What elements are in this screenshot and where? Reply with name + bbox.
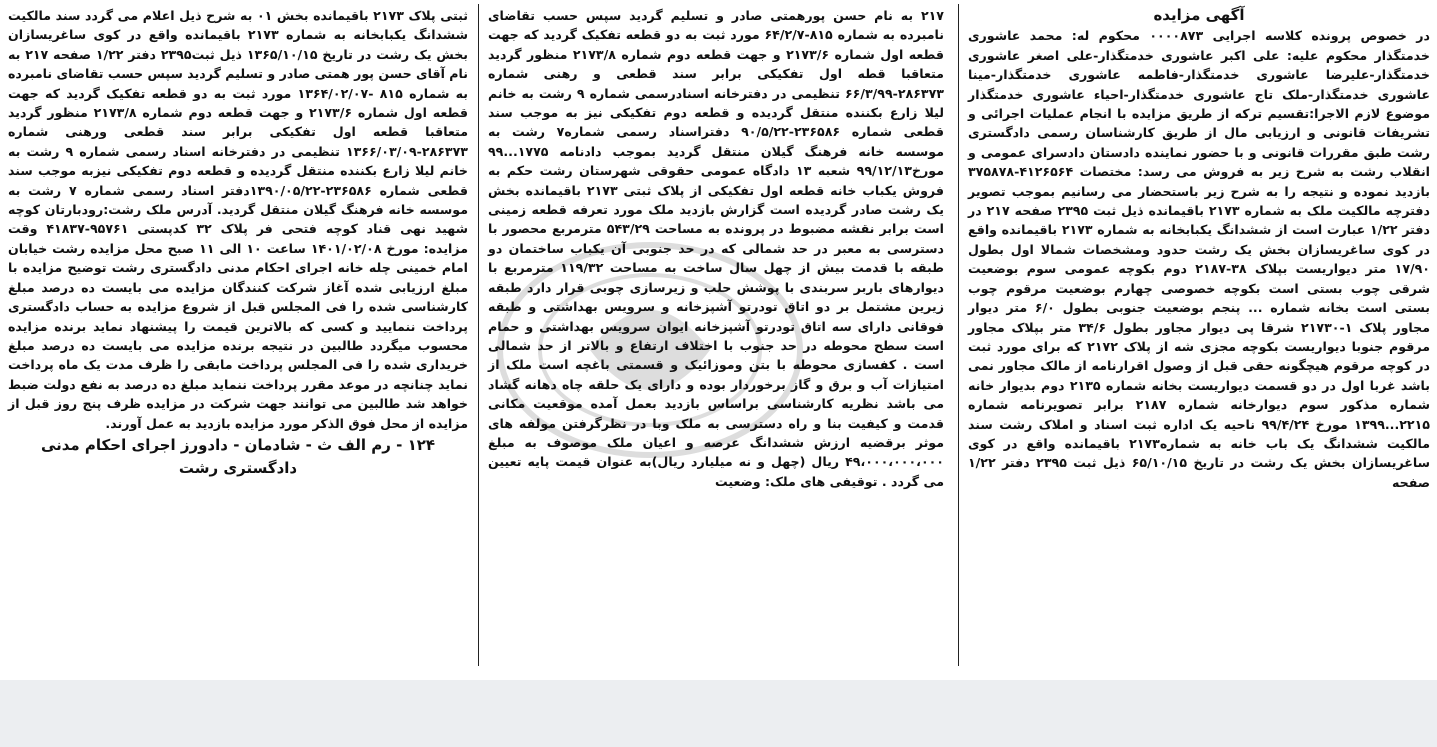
signature-court: دادگستری رشت <box>178 458 298 477</box>
column-divider <box>958 4 959 666</box>
page-footer-band <box>0 680 1437 747</box>
notice-column-middle <box>488 6 944 491</box>
column-divider <box>478 4 479 666</box>
notice-text-part2: ۲۱۷ به نام حسن پورهمتی صادر و تسلیم گردید سپس حسب تقاضای نامبرده به شماره ۸۱۵-۶۴/۲/۷ مورد ثبت به دو قطعه تفکیک گردید که جهت قطعه اول شماره ۲۱۷۳/۶ و جهت قطعه دوم شماره ۲۱۷۳/۸ منظور گردید متعاقبا قطه اول تفکیکی برابر سند قطعی و رهنی شماره ۲۸۶۳۷۳-۶۶/۳/۹۹ تنظیمی در دفترخانه اسنادرسمی شماره ۹ رشت به خانم لیلا زارع بکننده منتقل گردیده و قطعه دوم تفکیکی نیز به موجب سند قطعی شماره ۲۳۶۵۸۶-۹۰/۵/۲۲ دفتراسناد رسمی شماره۷ رشت به موسسه خانه فرهنگ گیلان منتقل گردید بموجب دادنامه ۱۷۷۵...۹۹ مورخ۹۹/۱۲/۱۳ شعبه ۱۳ دادگاه عمومی حقوقی شهرستان رشت حکم به فروش یکباب خانه قطعه اول تفکیکی از پلاک ثبتی ۲۱۷۳ باقیمانده بخش یک رشت صادر گردیده است گزارش بازدید ملک مورد تعرفه قطعه زمینی است برابر نقشه مضبوط در پرونده به مساحت ۵۴۳/۲۹ مترمربع محصور با دسترسی به معبر در حد شمالی که در حد جنوبی آن یکباب ساختمان دو طبقه با قدمت بیش از چهل سال ساخت به مساحت ۱۱۹/۳۲ مترمربع با دیوارهای باربر سربندی با پوشش حلب و زیرسازی چوبی قرار دارد طبقه زیرین مشتمل بر دو اتاق تودرتو آشپزخانه و سرویس بهداشتی و طبقه فوقانی دارای سه اتاق تودرتو آشپزخانه ایوان سرویس بهداشتی و حمام است سطح محوطه در حد جنوب با اختلاف ارتفاع و بالاتر از حد شمالی است . کفسازی محوطه با بتن وموزائیک و قسمتی باغچه است ملک از امتیازات آب و برق و گاز برخوردار بوده و دارای یک حلقه چاه دهانه گشاد می باشد نظریه کارشناسی براساس بازدید بعمل آمده موقعیت مکانی قدمت و کیفیت بنا و راه دسترسی به ملک وبا در نظرگرفتن مولفه های موثر برقضیه ارزش ششدانگ عرصه و اعیان ملک موصوف به مبلغ ۴۹،۰۰۰،۰۰۰،۰۰۰ ریال (چهل و نه میلیارد ریال)به عنوان قیمت پایه تعیین می گردد . توقیفی های ملک: وضعیت <box>488 8 945 489</box>
notice-column-right <box>968 6 1430 492</box>
notice-text-part3: ثبتی پلاک ۲۱۷۳ باقیمانده بخش ۰۱ به شرح ذیل اعلام می گردد سند مالکیت ششدانگ یکبابخانه به شماره ۲۱۷۳ باقیمانده واقع در کوی ساغریسازان بخش یک رشت در تاریخ ۱۳۶۵/۱۰/۱۵ ذیل ثبت۲۳۹۵ دفتر ۱/۲۲ صفحه ۲۱۷ به نام آقای حسن پور همتی صادر و تسلیم گردید سپس حسب تقاضای نامبرده به شماره ۸۱۵ -۱۳۶۴/۰۲/۰۷ مورد ثبت به دو قطعه تفکیک گردید که جهت قطعه اول شماره ۲۱۷۳/۶ و جهت قطعه دوم شماره ۲۱۷۳/۸ منظور گردید متعاقبا قطعه اول تفکیکی برابر سند قطعی ورهنی شماره ۲۸۶۳۷۳-۱۳۶۶/۰۳/۰۹ تنظیمی در دفترخانه اسناد رسمی شماره ۹ رشت به خانم لیلا زارع بکننده منتقل گردیده و قطعه دوم تفکیکی نیزبه موجب سند قطعی شماره ۲۳۶۵۸۶-۱۳۹۰/۰۵/۲۲دفتر اسناد رسمی شماره ۷ رشت به موسسه خانه فرهنگ گیلان منتقل گردید. آدرس ملک رشت:رودبارتان کوچه شهید نهی قناد کوچه فتحی فر پلاک ۳۲ کدپستی ۹۵۷۶۱-۴۱۸۳۷ وقت مزایده: مورخ ۱۴۰۱/۰۲/۰۸ ساعت ۱۰ الی ۱۱ صبح محل مزایده رشت خیابان امام خمینی چله خانه اجرای احکام مدنی دادگستری رشت توضیح مزایده با مبلغ ارزیابی شده آغاز شرکت کنندگان مزایده می بایست ده درصد مبلغ کارشناسی شده را فی المجلس قبل از شروع مزایده به حساب دادگستری پرداخت ننمایید و کسی که بالاترین قیمت را پیشنهاد نماید برنده مزایده محسوب میگردد طالبین در نتیجه برنده مزایده می بایست ده درصد مبلغ خریداری شده را فی المجلس پرداخت مابقی را ظرف مدت یک ماه پرداخت نماید چنانچه در موعد مقرر پرداخت ننماید مبلغ ده درصد به نفع دولت ضبط خواهد شد طالبین می توانند جهت شرکت در مزایده ظرف پنج روز قبل از مزایده از محل فوق الذکر مورد مزایده بازدید به عمل آورند. <box>8 8 469 431</box>
notice-title: آگهی مزایده <box>1153 6 1245 24</box>
signature-line: ۱۲۴ - رم الف ث - شادمان - دادورز اجرای احکام مدنی <box>40 435 436 454</box>
notice-column-left <box>8 6 468 479</box>
notice-text-part1: در خصوص پرونده کلاسه اجرایی ۰۰۰۰۸۷۳ محکوم له: محمد عاشوری خدمتگذار محکوم علیه: علی اکبر عاشوری خدمتگذار-علی اصغر عاشوری خدمتگذار-علیرضا عاشوری خدمتگذار-فاطمه عاشوری خدمتگذار-مینا عاشوری خدمتگذار-ملک تاج عاشوری خدمتگذار-احیاء عاشوری خدمتگذار موضوع لازم الاجرا:تقسیم ترکه از طریق مزایده با انجام عملیات اجرائی و تشریفات قانونی و ارزیابی مال از طریق کارشناسان رسمی دادگستری رشت طبق مقررات قانونی و با حضور نماینده دادستان دادسرای عمومی و انقلاب رشت به شرح زیر به فروش می رسد: مختصات ۴۱۲۶۵۶۴-۳۷۵۸۷۸ بازدید نموده و نتیجه را به شرح زیر باستحضار می رسانیم بموجب تصویر دفترچه مالکیت ملک به شماره ۲۱۷۳ باقیمانده ذیل ثبت ۲۳۹۵ صفحه ۲۱۷ در دفتر ۱/۲۲ عبارت است از ششدانگ یکبابخانه به شماره ۲۱۷۳ باقیمانده واقع در کوی ساغریسازان بخش یک رشت حدود ومشخصات شمالا اول بطول ۱۷/۹۰ متر دیواریست بپلاک ۳۸-۲۱۸۷ دوم بکوچه عمومی سوم بوضعیت شرقی چوب بستی است بکوچه خصوصی چهارم بوضعیت مرقوم چوب بستی است بخانه شماره ... پنجم بوضعیت جنوبی بطول ۶/۰ متر دیوار مجاور پلاک ۱-۲۱۷۳۰ شرقا پی دیوار مجاور بطول ۳۴/۶ متر بپلاک مجاور مرقوم جنوبا دیواریست بکوچه مجزی شه از پلاک ۲۱۷۲ که برای مورد ثبت در کوچه مرقوم هیچگونه حقی قبل از وصول اقرارنامه از مالک مجاور نمی باشد غربا اول در دو قسمت دیواریست بخانه شماره ۲۱۳۵ دوم بدیوار خانه شماره مذکور سوم دیوارخانه شماره ۲۱۸۷ برابر تصویرنامه شماره ۲۲۱۵...۱۳۹۹ مورخ ۹۹/۴/۲۴ ناحیه یک اداره ثبت اسناد و املاک رشت سند مالکیت ششدانگ یک باب خانه به شماره۲۱۷۳ باقیمانده واقع در کوی ساغریسازان بخش یک رشت در تاریخ ۶۵/۱۰/۱۵ ذیل ثبت ۲۳۹۵ دفتر ۱/۲۲ صفحه <box>968 28 1431 490</box>
